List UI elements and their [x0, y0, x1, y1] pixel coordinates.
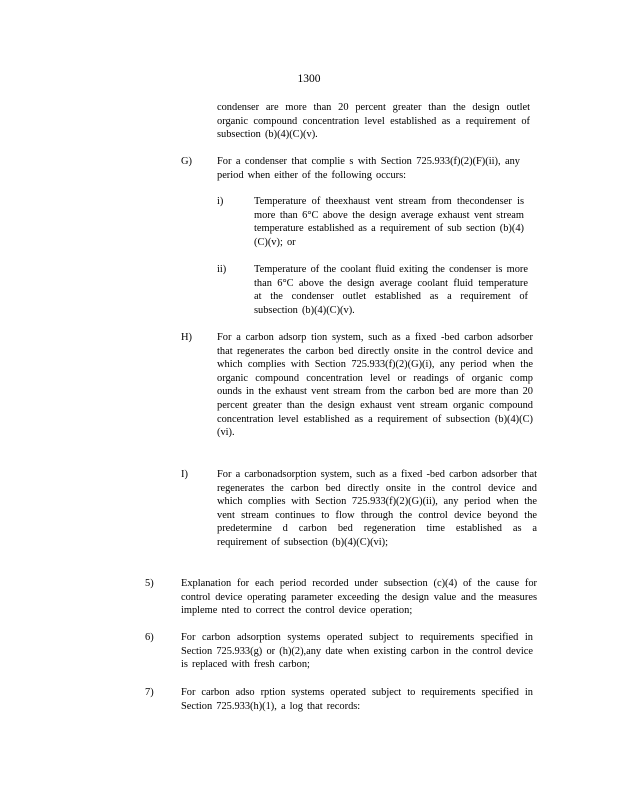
item-7-marker: 7)	[145, 687, 154, 698]
item-h-marker: H)	[181, 332, 192, 343]
item-7-text: For carbon adso rption systems operated subject to requirements specified in Section 725.933(h)(1), a log that records:	[181, 687, 533, 712]
item-i-text: For a carbonadsorption system, such as a fixed -bed carbon adsorber that regenerates the carbon bed directly onsite in the control device and which complies with Section 725.933(f)(2)(G)(ii), any period when the vent stream continues to flow through the control device beyond the predetermine d carbon bed regeneration time established as a requirement of subsection (b)(4)(C)(vi);	[217, 469, 537, 548]
item-g-i-text: Temperature of theexhaust vent stream from thecondenser is more than 6°C above the design average exhaust vent stream temperature established as a requirement of sub section (b)(4)(C)(v); or	[254, 196, 524, 248]
continuation-paragraph: condenser are more than 20 percent greater than the design outlet organic compound concentration level established as a requirement of subsection (b)(4)(C)(v).	[217, 102, 530, 141]
item-g-ii-marker: ii)	[217, 264, 227, 275]
item-g-ii-text: Temperature of the coolant fluid exiting the condenser is more than 6°C above the design average coolant fluid temperature at the condenser outlet established as a requirement of subsection (b)(4)(C)(v).	[254, 264, 528, 316]
item-h-text: For a carbon adsorp tion system, such as a fixed -bed carbon adsorber that regenerates the carbon bed directly onsite in the control device and which complies with Section 725.933(f)(2)(G)(i), any period when the organic compound concentration level or readings of organic comp ounds in the exhaust vent stream from the carbon bed are more than 20 percent greater than the design exhaust vent stream organic compound concentration level established as a requirement of subsection (b)(4)(C)(vi).	[217, 332, 533, 439]
item-g-text: For a condenser that complie s with Section 725.933(f)(2)(F)(ii), any period when either of the following occurs:	[217, 156, 520, 181]
page-number: 1300	[297, 73, 321, 85]
item-6-marker: 6)	[145, 632, 154, 643]
item-5-text: Explanation for each period recorded under subsection (c)(4) of the cause for control device operating parameter exceeding the design value and the measures impleme nted to correct the control device operation;	[181, 578, 537, 617]
item-5-marker: 5)	[145, 578, 154, 589]
item-i-marker: I)	[181, 469, 188, 480]
item-g-i-marker: i)	[217, 196, 224, 207]
item-6-text: For carbon adsorption systems operated subject to requirements specified in Section 725.933(g) or (h)(2),any date when existing carbon in the control device is replaced with fresh carbon;	[181, 632, 533, 671]
item-g-marker: G)	[181, 156, 192, 167]
